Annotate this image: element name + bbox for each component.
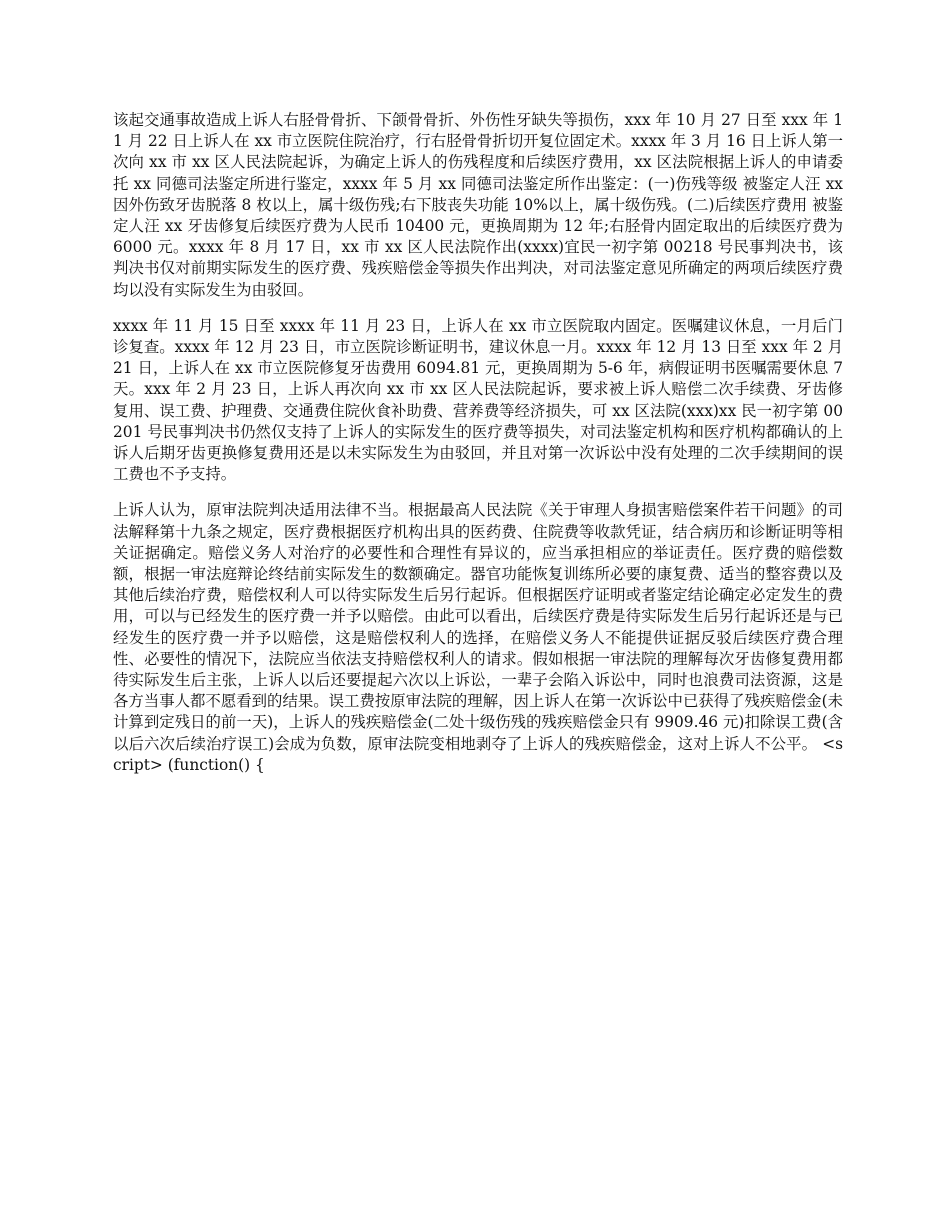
paragraph-3: 上诉人认为，原审法院判决适用法律不当。根据最高人民法院《关于审理人身损害赔偿案件若干问题》的司法解释第十九条之规定，医疗费根据医疗机构出具的医药费、住院费等收款凭证，结合病历和诊断证明等相关证据确定。赔偿义务人对治疗的必要性和合理性有异议的，应当承担相应的举证责任。医疗费的赔偿数额，根据一审法庭辩论终结前实际发生的数额确定。器官功能恢复训练所必要的康复费、适当的整容费以及其他后续治疗费，赔偿权利人可以待实际发生后另行起诉。但根据医疗证明或者鉴定结论确定必定发生的费用，可以与已经发生的医疗费一并予以赔偿。由此可以看出，后续医疗费是待实际发生后另行起诉还是与已经发生的医疗费一并予以赔偿，这是赔偿权利人的选择，在赔偿义务人不能提供证据反驳后续医疗费合理性、必要性的情况下，法院应当依法支持赔偿权利人的请求。假如根据一审法院的理解每次牙齿修复费用都待实际发生后主张，上诉人以后还要提起六次以上诉讼，一辈子会陷入诉讼中，同时也浪费司法资源，这是各方当事人都不愿看到的结果。误工费按原审法院的理解，因上诉人在第一次诉讼中已获得了残疾赔偿金(未计算到定残日的前一天)，上诉人的残疾赔偿金(二处十级伤残的残疾赔偿金只有 9909.46 元)扣除误工费(含以后六次后续治疗误工)会成为负数，原审法院变相地剥夺了上诉人的残疾赔偿金，这对上诉人不公平。 <script> (function() { xyxy=(113,501,843,774)
paragraph-2: xxxx 年 11 月 15 日至 xxxx 年 11 月 23 日，上诉人在 xx 市立医院取内固定。医嘱建议休息，一月后门诊复查。xxxx 年 12 月 23 日，市立医院诊断证明书，建议休息一月。xxxx 年 12 月 13 日至 xxx 年 2 月 21 日，上诉人在 xx 市立医院修复牙齿费用 6094.81 元，更换周期为 5-6 年，病假证明书医嘱需要休息 7 天。xxx 年 2 月 23 日，上诉人再次向 xx 市 xx 区人民法院起诉，要求被上诉人赔偿二次手续费、牙齿修复用、误工费、护理费、交通费住院伙食补助费、营养费等经济损失，可 xx 区法院(xxx)xx 民一初字第 00201 号民事判决书仍然仅支持了上诉人的实际发生的医疗费等损失，对司法鉴定机构和医疗机构都确认的上诉人后期牙齿更换修复费用还是以未实际发生为由驳回，并且对第一次诉讼中没有处理的二次手续期间的误工费也不予支持。 xyxy=(113,316,843,484)
paragraph-1: 该起交通事故造成上诉人右胫骨骨折、下颌骨骨折、外伤性牙缺失等损伤，xxx 年 10 月 27 日至 xxx 年 11 月 22 日上诉人在 xx 市立医院住院治疗，行右胫骨骨折切开复位固定术。xxxx 年 3 月 16 日上诉人第一次向 xx 市 xx 区人民法院起诉，为确定上诉人的伤残程度和后续医疗费用，xx 区法院根据上诉人的申请委托 xx 同德司法鉴定所进行鉴定，xxxx 年 5 月 xx 同德司法鉴定所作出鉴定：(一)伤残等级 被鉴定人汪 xx 因外伤致牙齿脱落 8 枚以上，属十级伤残;右下肢丧失功能 10%以上，属十级伤残。(二)后续医疗费用 被鉴定人汪 xx 牙齿修复后续医疗费为人民币 10400 元，更换周期为 12 年;右胫骨内固定取出的后续医疗费为 6000 元。xxxx 年 8 月 17 日，xx 市 xx 区人民法院作出(xxxx)宜民一初字第 00218 号民事判决书，该判决书仅对前期实际发生的医疗费、残疾赔偿金等损失作出判决，对司法鉴定意见所确定的两项后续医疗费均以没有实际发生为由驳回。 xyxy=(113,111,843,299)
document-body xyxy=(113,110,843,791)
